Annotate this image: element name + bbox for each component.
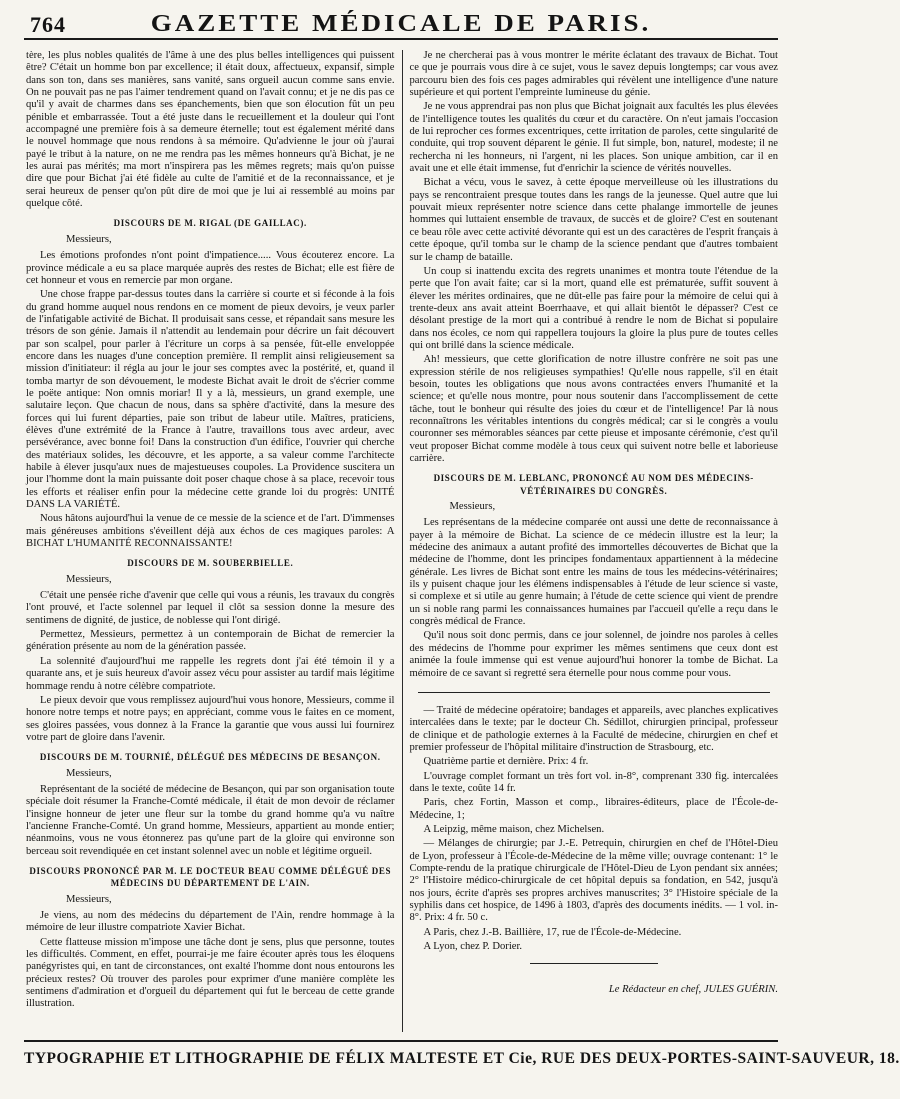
paragraph: Le pieux devoir que vous remplissez aujourd'hui vous honore, Messieurs, comme il honore notre temps et notre pays; en appréciant, comme vous le faites en ce moment, ses gloires passées, vous donnez à la France la garantie que vous aussi lui fournirez votre part de gloire dans l'avenir. — [26, 694, 395, 743]
salutation: Messieurs, — [66, 893, 112, 905]
paragraph: Nous hâtons aujourd'hui la venue de ce messie de la science et de l'art. D'immenses mais généreuses ambitions s'éveillent déjà aux échos de ces magiques paroles: A BICHAT L'HUMANITÉ RECONNAISSANTE! — [26, 513, 395, 550]
announcement-item: L'ouvrage complet formant un très fort vol. in-8°, comprenant 330 fig. intercalées dans le texte, coûte 14 fr. — [409, 770, 778, 794]
speech-title-tournie: DISCOURS DE M. TOURNIÉ, DÉLÉGUÉ DES MÉDECINS DE BESANÇON. — [39, 752, 381, 763]
paragraph: C'était une pensée riche d'avenir que celle qui vous a réunis, les travaux du congrès l'ont prouvé, et l'acte solennel par lequel il clôt sa session donne la mesure des sentimens de dignité, de justice, de noblesse qui l'ont dirigé. — [26, 590, 395, 626]
announcement-item: A Lyon, chez P. Dorier. — [423, 941, 523, 953]
paragraph: tère, les plus nobles qualités de l'âme à une des plus belles intelligences qui puissent être? C'était un homme bon par excellence; il était doux, affectueux, expansif, simple dans son ton, dans ses manières, sans vanité, sans orgueil aucun comme sans envie. On ne pouvait pas ne pas l'aimer tendrement quand on l'avait connu; et je ne dis pas ce qu'il y avait de charmes dans ses épanchements, bien que son élocution fût un peu pénible et embarrassée. Tout a été juste dans le recueillement et la douleur qui l'ont accompagné une première fois à sa demeure éternelle; tout est également mérité dans le nouvel hommage que nous rendons à sa mémoire. Qu'advienne le jour où j'aurai payé le tribut à la nature, on ne me rendra pas les mêmes honneurs qu'à Bichat, je ne les aurai pas mérités; ma mort n'inspirera pas les mêmes regrets; mais qu'on puisse dire que pour Bichat j'ai été fidèle au culte de l'amitié et de la reconnaissance, et je serai heureux de penser qu'on pût dire de moi que je lui ai ressemblé au moins par quelque côté. — [26, 50, 395, 210]
paragraph: Une chose frappe par-dessus toutes dans la carrière si courte et si féconde à la fois du grand homme auquel nous rendons en ce moment de pieux devoirs, je veux parler de l'infatigable activité de Bichat. Il produisait sans cesse, et répandait sans mesure les trésors de son génie. Jamais il n'attendit au lendemain pour décrire un fait découvert par son scalpel, pour parler à l'écriture un corps à sa pensée, fût-elle enveloppée encore dans les nuages d'une conception première. Il remplit ainsi religieusement sa mission d'initiateur: il régla au jour le jour ses comptes avec la postérité, et, quand il tomba martyr de son dévouement, le modeste Bichat avait le droit de s'écrier comme le poëte antique: Non omnis moriar! Il y a là, messieurs, un grand exemple, une salutaire leçon. Que chacun de nous, dans sa sphère d'activité, dans la mesure des forces qui lui furent départies, paie son tribut de labeur utile. Maîtres, praticiens, élèves d'une extrémité de la France à l'autre, travaillons tous avec ardeur, avec persévérance, avec bonne foi! Dans la construction d'un édifice, l'ouvrier qui cherche des matériaux solides, les découvre, et les apporte, a sa valeur comme l'architecte habile à élever jusqu'aux nues de majestueuses coupoles. La Providence suscitera un jour l'homme dont la main puissante doit poser chaque chose à sa place, recevoir tous les efforts et réaliser enfin pour la médecine cette grande loi du progrès: UNITÉ DANS LA VARIÉTÉ. — [26, 289, 395, 511]
section-rule — [418, 692, 771, 693]
page-number: 764 — [30, 12, 66, 37]
paragraph: Je viens, au nom des médecins du département de l'Ain, rendre hommage à la mémoire de leur illustre compatriote Xavier Bichat. — [26, 910, 395, 934]
paragraph: Un coup si inattendu excita des regrets unanimes et montra toute l'étendue de la perte que l'on avait faite; car si la mort, quand elle est prématurée, suffit souvent à élever les mérites ordinaires, que ne dût-elle pas faire pour la mémoire de celui qui à trente-deux ans avait atteint Boerrhaave, et qui allait bientôt le dépasser? C'est ce désolant prestige de la mort qui a contribué à rendre le nom de Bichat si populaire dans nos écoles, ce nom qui rappellera toujours la gloire la plus pure de toutes celles qui ont brillé dans la science médicale. — [409, 265, 778, 351]
speech-title-rigal: DISCOURS DE M. RIGAL (DE GAILLAC). — [113, 218, 307, 229]
paragraph: Permettez, Messieurs, permettez à un contemporain de Bichat de remercier la génération présente au nom de la génération passée. — [26, 629, 395, 653]
paragraph: La solennité d'aujourd'hui me rappelle les regrets dont j'ai été témoin il y a quarante ans, et je suis heureux d'avoir assez vécu pour assister au tardif mais légitime hommage rendu à notre célèbre compatriote. — [26, 655, 395, 692]
paragraph: Ah! messieurs, que cette glorification de notre illustre confrère ne soit pas une expression stérile de nos religieuses sympathies! Qu'elle nous rappelle, s'il en était besoin, toutes les obligations que nous avons contractées envers l'humanité et la science; et qu'elle nous montre, pour nous soutenir dans l'accomplissement de cette tâche, tout le bonheur qui résulte des joies du cœur et de l'intelligence! Par là nous reconnaîtrons les véritables intentions du congrès médical; car si le congrès a voulu couronner ses mémorables séances par cette pieuse et imposante cérémonie, c'est qu'il veut proposer Bichat comme modèle à tous ceux qui suivent notre belle et laborieuse carrière. — [409, 354, 778, 464]
paragraph: Je ne vous apprendrai pas non plus que Bichat joignait aux facultés les plus élevées de l'intelligence toutes les qualités du cœur et du caractère. On n'eut jamais l'occasion de lui reprocher ces formes excentriques, cette irritation de paroles, cette singularité de conduite, qui trop souvent déparent le génie. Il fut simple, bon, naturel, modeste; il ne rechercha ni les honneurs, ni l'argent, ni les places. Son unique ambition, car il en avait une et elle était immense, fut d'enrichir la science de vérités nouvelles. — [409, 101, 778, 175]
speech-title-souberbielle: DISCOURS DE M. SOUBERBIELLE. — [127, 558, 294, 569]
left-column — [26, 50, 402, 1032]
speech-title-beau: DISCOURS PRONONCÉ PAR M. LE DOCTEUR BEAU COMME DÉLÉGUÉ DES MÉDECINS DU DÉPARTEMENT DE L'AIN. — [29, 865, 392, 889]
paragraph: Bichat a vécu, vous le savez, à cette époque merveilleuse où les illustrations du pays se rencontraient presque toutes dans les rangs de la jeunesse. Quel autre que lui pouvait mieux représenter notre science dans cette phalange immortelle de jeunes hommes qui luttaient ensemble de travaux, de succès et de gloire? C'est en soutenant ce beau rôle avec cette activité dévorante qui est un des caractères de l'esprit français à cette époque, qu'il tomba sur le champ de la science pendant que d'autres tombaient sur le champ de bataille. — [409, 177, 778, 263]
editor-signature: Le Rédacteur en chef, JULES GUÉRIN. — [608, 984, 778, 996]
paragraph: Je ne chercherai pas à vous montrer le mérite éclatant des travaux de Bichat. Tout ce que je pourrais vous dire à ce sujet, vous le savez depuis longtemps; car vous avez parcouru bien des fois ces pages admirables qui révèlent une intelligence d'une nature supérieure et qui portent l'empreinte lumineuse du génie. — [409, 50, 778, 99]
right-column — [403, 50, 779, 1032]
paragraph: Les émotions profondes n'ont point d'impatience..... Vous écouterez encore. La province médicale a eu sa place marquée auprès des restes de Bichat; elle est fière de cet honneur et vous en remercie par mon organe. — [26, 250, 395, 286]
article-columns — [26, 50, 778, 1032]
announcement-item: — Mélanges de chirurgie; par J.-E. Petrequin, chirurgien en chef de l'Hôtel-Dieu de Lyon, professeur à l'École-de-Médecine de la même ville; ouvrage contenant: 1° le Compte-rendu de la pratique chirurgicale de l'Hôtel-Dieu de Lyon pendant six années; 2° l'Histoire médico-chirurgicale de cet hôpital depuis sa fondation, en 542, jusqu'à nos jours, écrite d'après ses propres archives manuscrites; 3° l'Histoire spéciale de la syphilis dans cet hospice, de 1496 à 1803, d'après des documents inédits. — 1 vol. in-8°. Prix: 4 fr. 50 c. — [409, 838, 778, 924]
announcement-item: — Traité de médecine opératoire; bandages et appareils, avec planches explicatives intercalées dans le texte; par le docteur Ch. Sédillot, chirurgien principal, professeur de clinique et de pathologie externes à la Faculté de médecine, chirurgien en chef et premier professeur de l'hôpital militaire d'instruction de Strasbourg, etc. — [409, 704, 778, 753]
announcement-item: Quatrième partie et dernière. Prix: 4 fr. — [423, 756, 589, 768]
printer-imprint: TYPOGRAPHIE ET LITHOGRAPHIE DE FÉLIX MALTESTE ET Cie, RUE DES DEUX-PORTES-SAINT-SAUVEUR, 18. — [24, 1050, 900, 1067]
announcement-item: A Leipzig, même maison, chez Michelsen. — [423, 823, 605, 835]
salutation: Messieurs, — [66, 767, 112, 779]
paragraph: Les représentans de la médecine comparée ont aussi une dette de reconnaissance à payer à la mémoire de Bichat. La science de ce médecin illustre est la leur; la médecine des animaux a autant profité des immortelles découvertes de Bichat que la médecine de l'homme, dont les principes fondamentaux appartiennent à la médecine générale. Les livres de Bichat sont entre les mains de tous les médecins-vétérinaires; ils y puisent chaque jour les élémens indispensables à l'étude de leur science si vaste, si complexe et si utile au genre humain; à l'étude de cette science qui vient de prendre un si noble rang parmi les connaissances humaines par l'accueil qu'elle a reçu dans le congrès médical de France. — [409, 517, 778, 628]
salutation: Messieurs, — [449, 501, 496, 513]
announcements — [410, 705, 779, 954]
paragraph: Représentant de la société de médecine de Besançon, qui par son organisation toute spéciale doit résumer la Franche-Comté médicale, il était de mon devoir de réclamer l'insigne honneur de jeter une fleur sur la tombe du grand homme qu'a vu naître l'ancienne Franche-Comté. Un grand homme, Messieurs, appartient au monde entier; néanmoins, vous ne vous étonnerez pas qu'une part de la gloire qui environne son berceau soit revendiquée en cet instant solennel avec un noble et légitime orgueil. — [26, 783, 395, 857]
page-header — [24, 8, 778, 40]
page-footer — [24, 1040, 900, 1070]
salutation: Messieurs, — [66, 233, 112, 245]
salutation: Messieurs, — [66, 573, 112, 585]
masthead-title: GAZETTE MÉDICALE DE PARIS. — [150, 9, 652, 37]
announcement-item: A Paris, chez J.-B. Baillière, 17, rue de l'École-de-Médecine. — [423, 926, 682, 938]
speech-title-leblanc: DISCOURS DE M. LEBLANC, PRONONCÉ AU NOM DES MÉDECINS-VÉTÉRINAIRES DU CONGRÈS. — [433, 473, 754, 496]
signature-rule — [530, 963, 659, 964]
paragraph: Cette flatteuse mission m'impose une tâche dont je sens, plus que personne, toutes les difficultés. Comment, en effet, pourrai-je me faire écouter après tous les éloquens panégyristes qui, en tant de circonstances, ont exalté l'homme dont nous entourons les précieux restes? Où trouver des paroles pour exprimer d'une manière complète les sentimens d'admiration et d'orgueil du département qui fut le berceau de cette grande illustration. — [26, 936, 395, 1010]
announcement-item: Paris, chez Fortin, Masson et comp., libraires-éditeurs, place de l'École-de-Médecine, 1; — [409, 797, 778, 821]
paragraph: Qu'il nous soit donc permis, dans ce jour solennel, de joindre nos paroles à celles des médecins de l'homme pour exprimer les mêmes sentimens que ceux dont est animée la foule immense qui est venue aujourd'hui honorer la tombe de Bichat. La mémoire de ce savant si regretté sera éternelle pour nous comme pour vous. — [409, 630, 778, 679]
